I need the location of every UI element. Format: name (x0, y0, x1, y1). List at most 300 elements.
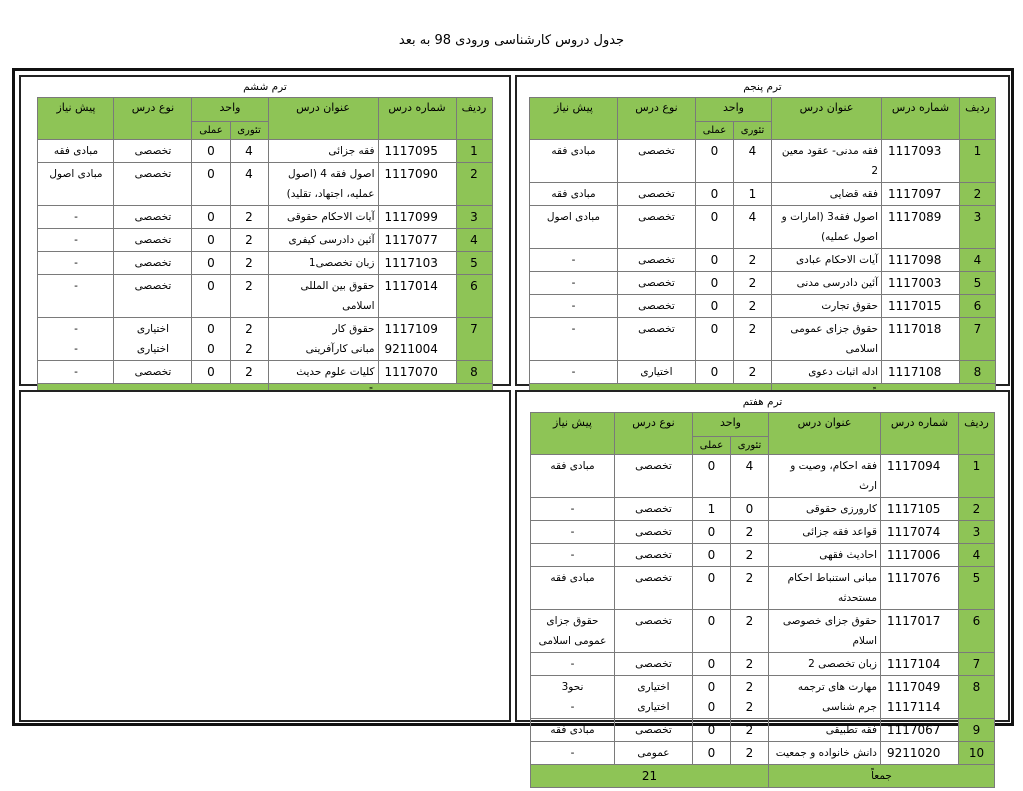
row-number-value: 2 (973, 187, 982, 201)
practical-units (692, 610, 730, 653)
prerequisite (529, 206, 617, 249)
row-number (960, 295, 996, 318)
prerequisite (529, 183, 617, 206)
course-code (378, 275, 456, 318)
practical-units (695, 318, 733, 361)
theory-units (731, 610, 769, 653)
prerequisite-value: - (74, 234, 78, 246)
practical-units-value: 0 (707, 746, 716, 760)
row-number-value: 7 (972, 657, 981, 671)
table-row (529, 206, 995, 249)
row-number-value: 8 (470, 365, 478, 379)
practical-units-value: 0 (710, 210, 719, 224)
course-code-value: 1117094 (887, 459, 941, 473)
course-title-value: اصول فقه 4 (اصول عملیه، اجتهاد، تقلید) (286, 168, 375, 200)
theory-units (734, 249, 772, 272)
practical-units (692, 742, 730, 765)
course-code (882, 361, 960, 384)
table-row (530, 653, 994, 676)
table-row (529, 140, 995, 183)
row-number (960, 249, 996, 272)
prerequisite-value: - (74, 257, 78, 269)
theory-units-value: 2 (748, 365, 757, 379)
course-code-value: 1117074 (887, 525, 941, 539)
theory-units-value: 2 (745, 614, 754, 628)
table-row (529, 361, 995, 384)
row-number-value: 5 (972, 571, 981, 585)
course-code (881, 742, 959, 765)
course-type-value: تخصصی (134, 257, 172, 269)
theory-units (230, 361, 268, 384)
table-row (38, 163, 492, 206)
prerequisite-value: حقوق جزای عمومی اسلامی (538, 615, 607, 647)
practical-units (692, 719, 730, 742)
course-type (114, 140, 192, 163)
course-code-value: 1117015 (888, 299, 942, 313)
course-type (614, 567, 692, 610)
theory-units-value: 2 (245, 210, 253, 224)
practical-units-value: 0 (710, 299, 719, 313)
semester-seventh-panel (515, 390, 1010, 783)
course-title-value: فقه مدنی- عقود معین 2 (781, 145, 878, 177)
row-number-value: 8 (973, 365, 982, 379)
practical-units (695, 140, 733, 183)
course-type (614, 498, 692, 521)
course-type-value: اختیاری (136, 323, 170, 335)
row-number (960, 318, 996, 361)
course-type (114, 318, 192, 361)
practical-units-value: 0 (710, 322, 719, 336)
course-title-value-2: جرم شناسی (822, 701, 877, 713)
theory-units-value: 2 (745, 525, 754, 539)
course-code-value: 1117077 (384, 233, 438, 247)
theory-units-value: 4 (745, 459, 754, 473)
practical-units-value: 0 (707, 614, 716, 628)
course-title (772, 295, 882, 318)
course-code-value: 9211020 (887, 746, 941, 760)
course-code (378, 163, 456, 206)
course-title (769, 742, 881, 765)
prerequisite (530, 742, 614, 765)
practical-units-value: 0 (207, 233, 215, 247)
row-number (456, 140, 492, 163)
practical-units-value: 0 (710, 276, 719, 290)
row-number (456, 163, 492, 206)
theory-units (230, 318, 268, 361)
prerequisite-value: - (570, 747, 575, 759)
row-number (960, 206, 996, 249)
course-title-value: حقوق کار (332, 323, 375, 335)
row-number-value: 9 (972, 723, 981, 737)
practical-units (192, 206, 230, 229)
row-number-value: 6 (470, 279, 478, 293)
course-code (882, 183, 960, 206)
row-number-value: 1 (972, 459, 981, 473)
course-title (268, 140, 378, 163)
course-type (617, 361, 695, 384)
course-type (614, 653, 692, 676)
course-type-value: تخصصی (134, 234, 172, 246)
prerequisite-value: - (74, 211, 78, 223)
prerequisite-value: - (570, 658, 575, 670)
prerequisite (38, 229, 114, 252)
practical-units-value: 0 (707, 723, 716, 737)
header-prerequisite: پیش نیاز (38, 98, 114, 140)
practical-units (692, 521, 730, 544)
table-row (530, 719, 994, 742)
course-title (268, 229, 378, 252)
row-number (960, 272, 996, 295)
course-code (882, 318, 960, 361)
course-type (614, 742, 692, 765)
prerequisite (529, 318, 617, 361)
course-type-value: اختیاری (637, 681, 670, 693)
course-title-value: قواعد فقه جزائی (802, 526, 877, 538)
course-type (614, 676, 692, 719)
course-title (268, 252, 378, 275)
practical-units (695, 295, 733, 318)
course-type (114, 252, 192, 275)
theory-units-value: 2 (745, 548, 754, 562)
semester-title: ترم هفتم (742, 396, 783, 408)
prerequisite (38, 252, 114, 275)
row-number (959, 742, 995, 765)
theory-units (731, 567, 769, 610)
header-row (529, 98, 995, 122)
semester-title: ترم ششم (243, 81, 287, 93)
row-number (960, 183, 996, 206)
course-code (882, 249, 960, 272)
course-type (614, 544, 692, 567)
prerequisite-value-2: - (570, 701, 575, 713)
course-type (614, 521, 692, 544)
course-type-value: تخصصی (635, 526, 672, 538)
prerequisite-value: مبادی فقه (550, 724, 595, 736)
header-course-title: عنوان درس (268, 98, 378, 140)
course-type-value: تخصصی (638, 188, 675, 200)
practical-units-value-2: 0 (207, 342, 215, 356)
semester-title: ترم پنجم (743, 81, 782, 93)
course-title-value: احادیث فقهی (819, 549, 877, 561)
theory-units-value: 2 (748, 322, 757, 336)
header-prerequisite: پیش نیاز (529, 98, 617, 140)
prerequisite (530, 567, 614, 610)
table-row (530, 544, 994, 567)
course-code-value: 1117108 (888, 365, 942, 379)
theory-units-value: 2 (745, 657, 754, 671)
course-code (881, 544, 959, 567)
prerequisite (530, 521, 614, 544)
practical-units-value: 0 (707, 680, 716, 694)
row-number (959, 653, 995, 676)
course-title (772, 206, 882, 249)
course-title-value: کلیات علوم حدیث (296, 366, 375, 378)
header-row (530, 413, 994, 437)
course-type-value: تخصصی (635, 460, 672, 472)
course-code-value: 1117103 (384, 256, 438, 270)
course-code (881, 567, 959, 610)
course-title (769, 719, 881, 742)
header-practical: عملی (192, 122, 230, 140)
course-type-value: تخصصی (638, 211, 675, 223)
prerequisite (38, 275, 114, 318)
row-number (456, 229, 492, 252)
theory-units-value-2: 2 (245, 342, 253, 356)
course-code (882, 140, 960, 183)
practical-units (192, 275, 230, 318)
course-type-value: تخصصی (635, 724, 672, 736)
practical-units-value: 0 (710, 253, 719, 267)
row-number (959, 676, 995, 719)
course-type (617, 206, 695, 249)
course-title-value: کارورزی حقوقی (805, 503, 877, 515)
theory-units (731, 719, 769, 742)
course-code-value: 1117109 (384, 322, 438, 336)
course-type-value: تخصصی (638, 277, 675, 289)
practical-units-value: 0 (710, 187, 719, 201)
course-title (769, 610, 881, 653)
theory-units (734, 206, 772, 249)
course-code-value: 1117076 (887, 571, 941, 585)
practical-units-value: 0 (207, 210, 215, 224)
table-row (38, 206, 492, 229)
theory-units (731, 653, 769, 676)
course-title (268, 275, 378, 318)
practical-units-value: 0 (707, 657, 716, 671)
header-course-code: شماره درس (881, 413, 959, 455)
row-number (960, 140, 996, 183)
prerequisite (530, 719, 614, 742)
course-code (378, 229, 456, 252)
course-code-value: 1117093 (888, 144, 942, 158)
course-code (881, 455, 959, 498)
theory-units-value: 2 (745, 723, 754, 737)
row-number-value: 5 (470, 256, 478, 270)
course-type (617, 318, 695, 361)
course-type (617, 183, 695, 206)
header-units: واحد (695, 98, 771, 122)
course-type (614, 719, 692, 742)
row-number-value: 7 (470, 322, 478, 336)
theory-units (731, 521, 769, 544)
theory-units-value: 2 (745, 680, 754, 694)
course-code (378, 318, 456, 361)
header-units: واحد (692, 413, 768, 437)
row-number (959, 498, 995, 521)
theory-units (731, 544, 769, 567)
prerequisite (530, 676, 614, 719)
theory-units-value: 2 (245, 322, 253, 336)
row-number-value: 1 (973, 144, 982, 158)
table-row (38, 252, 492, 275)
course-title (769, 498, 881, 521)
total-label: جمعاً (769, 765, 995, 788)
course-type-value: تخصصی (638, 300, 675, 312)
course-title-value: دانش خانواده و جمعیت (775, 747, 877, 759)
row-number-value: 8 (972, 680, 981, 694)
course-type-value: تخصصی (635, 658, 672, 670)
practical-units (695, 206, 733, 249)
course-type (617, 140, 695, 183)
course-type (617, 295, 695, 318)
course-type-value: تخصصی (635, 549, 672, 561)
theory-units (734, 140, 772, 183)
row-number-value: 1 (470, 144, 478, 158)
practical-units (692, 567, 730, 610)
header-row-number: ردیف (959, 413, 995, 455)
course-type-value: تخصصی (638, 145, 675, 157)
table-row (530, 676, 994, 719)
prerequisite (529, 249, 617, 272)
row-number (456, 252, 492, 275)
prerequisite (530, 544, 614, 567)
theory-units-value: 4 (245, 144, 253, 158)
practical-units (192, 163, 230, 206)
header-course-code: شماره درس (378, 98, 456, 140)
row-number-value: 5 (973, 276, 982, 290)
course-code-value-2: 1117114 (887, 700, 941, 714)
row-number-value: 2 (972, 502, 981, 516)
course-type-value: تخصصی (134, 145, 172, 157)
header-practical: عملی (692, 437, 730, 455)
course-code (881, 498, 959, 521)
semester-fifth-panel (515, 75, 1010, 386)
table-row (530, 521, 994, 544)
row-number (960, 361, 996, 384)
prerequisite (38, 318, 114, 361)
semester-fifth-table (529, 97, 996, 407)
course-code (882, 206, 960, 249)
theory-units-value: 4 (245, 167, 253, 181)
header-theory: تئوری (734, 122, 772, 140)
prerequisite (529, 140, 617, 183)
course-code (881, 653, 959, 676)
theory-units-value: 2 (245, 233, 253, 247)
course-type-value: تخصصی (638, 254, 675, 266)
theory-units-value: 2 (245, 256, 253, 270)
theory-units-value: 2 (245, 365, 253, 379)
table-row (38, 275, 492, 318)
course-title-value: حقوق جزای خصوصی اسلام (782, 615, 877, 647)
header-course-type: نوع درس (114, 98, 192, 140)
theory-units-value: 2 (748, 276, 757, 290)
practical-units (192, 252, 230, 275)
practical-units (695, 249, 733, 272)
theory-units-value: 1 (748, 187, 757, 201)
practical-units-value: 0 (207, 256, 215, 270)
practical-units (695, 272, 733, 295)
header-practical: عملی (695, 122, 733, 140)
course-code (881, 676, 959, 719)
header-course-title: عنوان درس (769, 413, 881, 455)
course-type (614, 455, 692, 498)
prerequisite (38, 163, 114, 206)
table-row (529, 272, 995, 295)
course-title-value: اصول فقه3 (امارات و اصول عملیه) (781, 211, 878, 243)
practical-units-value: 0 (710, 365, 719, 379)
course-title (769, 521, 881, 544)
theory-units (230, 252, 268, 275)
practical-units-value: 0 (207, 144, 215, 158)
theory-units (734, 295, 772, 318)
prerequisite (38, 206, 114, 229)
prerequisite (38, 361, 114, 384)
course-type-value: تخصصی (638, 323, 675, 335)
course-code (378, 252, 456, 275)
prerequisite-value: نحو3 (561, 681, 584, 693)
practical-units (692, 653, 730, 676)
theory-units (230, 275, 268, 318)
table-row (530, 455, 994, 498)
course-type-value: تخصصی (635, 615, 672, 627)
prerequisite (530, 653, 614, 676)
table-row (530, 567, 994, 610)
course-type (614, 610, 692, 653)
header-theory: تئوری (230, 122, 268, 140)
practical-units-value: 0 (707, 459, 716, 473)
prerequisite-value: - (74, 366, 78, 378)
table-row (38, 229, 492, 252)
course-title (268, 206, 378, 229)
course-code-value: 1117090 (384, 167, 438, 181)
course-type-value: تخصصی (635, 503, 672, 515)
header-row (38, 98, 492, 122)
practical-units-value: 0 (207, 279, 215, 293)
theory-units (731, 676, 769, 719)
practical-units (192, 361, 230, 384)
prerequisite-value: مبادی فقه (551, 188, 596, 200)
course-type-value: اختیاری (640, 366, 673, 378)
course-type (114, 275, 192, 318)
row-number (456, 206, 492, 229)
course-code-value: 1117003 (888, 276, 942, 290)
course-type-value: عمومی (637, 747, 670, 759)
prerequisite-value-2: - (74, 343, 78, 355)
practical-units-value: 0 (710, 144, 719, 158)
practical-units (692, 498, 730, 521)
semester-sixth-table (37, 97, 492, 407)
course-title-value: آئین دادرسی کیفری (288, 234, 375, 246)
course-code-value: 1117089 (888, 210, 942, 224)
header-course-title: عنوان درس (772, 98, 882, 140)
course-code-value: 1117014 (384, 279, 438, 293)
practical-units (692, 544, 730, 567)
prerequisite-value: - (74, 323, 78, 335)
course-title-value: فقه جزائی (328, 145, 375, 157)
practical-units (192, 140, 230, 163)
theory-units (734, 361, 772, 384)
theory-units-value: 2 (745, 746, 754, 760)
course-title-value: مبانی استنباط احکام مستحدثه (787, 572, 877, 604)
row-number-value: 10 (968, 746, 985, 760)
course-code (378, 361, 456, 384)
course-code (881, 610, 959, 653)
total-row (530, 765, 994, 788)
theory-units-value: 2 (245, 279, 253, 293)
course-code-value: 1117070 (384, 365, 438, 379)
course-title-value: آئین دادرسی مدنی (796, 277, 878, 289)
course-code-value: 1117006 (887, 548, 941, 562)
prerequisite (38, 140, 114, 163)
course-code-value: 1117018 (888, 322, 942, 336)
theory-units (734, 272, 772, 295)
course-code-value-2: 9211004 (384, 342, 438, 356)
table-row (529, 183, 995, 206)
course-title-value: فقه احکام، وصیت و ارث (790, 460, 877, 492)
practical-units-value: 0 (207, 167, 215, 181)
course-title-value-2: مبانی کارآفرینی (305, 343, 375, 355)
prerequisite-value: - (571, 277, 576, 289)
